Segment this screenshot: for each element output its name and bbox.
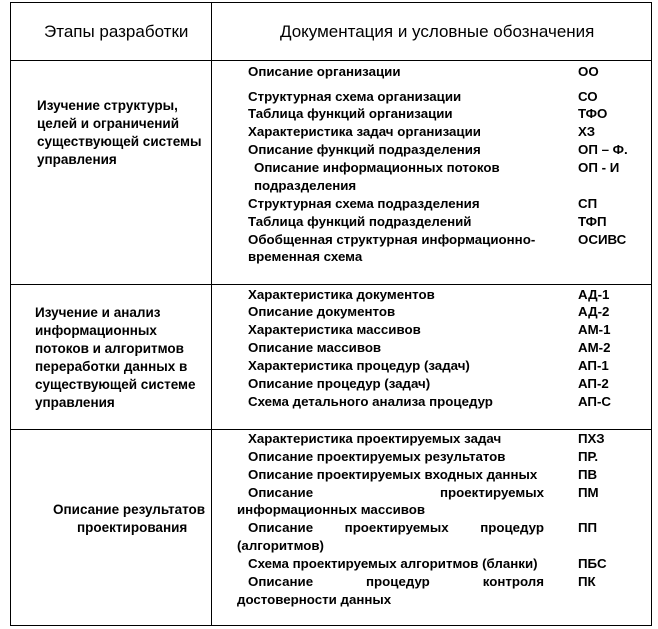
- doc-word: проектируемых: [344, 520, 449, 535]
- doc-name: Описание проектируемых входных данных: [248, 467, 538, 482]
- stage-cell-2: [35, 304, 196, 412]
- doc-code: АД-2: [578, 304, 610, 319]
- doc-code: ПВ: [578, 467, 598, 482]
- doc-name-cont: подразделения: [254, 178, 357, 193]
- table-border-bottom: [10, 625, 652, 626]
- doc-name-cont: временная схема: [248, 249, 363, 264]
- doc-code: ТФО: [578, 106, 608, 121]
- doc-name: Характеристика процедур (задач): [248, 358, 470, 373]
- column-divider: [211, 2, 212, 626]
- section-divider-1: [10, 284, 652, 285]
- stage-line: Изучение и анализ: [35, 305, 161, 320]
- doc-word: Описание: [248, 485, 314, 500]
- doc-word: Описание: [248, 520, 314, 535]
- doc-name-cont: достоверности данных: [237, 592, 392, 607]
- doc-name: Описание функций подразделения: [248, 142, 481, 157]
- header-documentation: Документация и условные обозначения: [280, 22, 595, 41]
- doc-name: Характеристика массивов: [248, 322, 421, 337]
- doc-name-cont: информационных массивов: [237, 502, 426, 517]
- doc-code: АМ-1: [578, 322, 611, 337]
- doc-code: АП-1: [578, 358, 609, 373]
- doc-code: ХЗ: [578, 124, 596, 139]
- doc-word: процедур: [480, 520, 544, 535]
- doc-code: ПБС: [578, 556, 607, 571]
- doc-code: АП-С: [578, 394, 612, 409]
- doc-name-cont: (алгоритмов): [237, 538, 324, 553]
- doc-code: ОО: [578, 64, 599, 79]
- stage-cell-3: [53, 501, 205, 537]
- doc-word: проектируемых: [440, 485, 544, 500]
- stage-line: информационных: [35, 323, 157, 338]
- stage-line: существующей системе: [35, 377, 196, 392]
- doc-code: ОП – Ф.: [578, 142, 628, 157]
- stage-line: существующей системы: [37, 134, 202, 149]
- stage-cell-1: [37, 97, 202, 169]
- doc-name-justified: [248, 484, 544, 502]
- doc-name: Характеристика проектируемых задач: [248, 431, 502, 446]
- table-border-top: [10, 2, 652, 3]
- doc-word: процедур: [366, 574, 430, 589]
- stage-line: управления: [35, 395, 115, 410]
- doc-word: контроля: [482, 574, 544, 589]
- doc-name: Описание документов: [248, 304, 396, 319]
- header-stages: Этапы разработки: [44, 22, 189, 41]
- doc-name: Схема проектируемых алгоритмов (бланки): [248, 556, 538, 571]
- doc-code: ПК: [578, 574, 596, 589]
- doc-name: Описание информационных потоков: [254, 160, 500, 175]
- doc-name: Описание массивов: [248, 340, 382, 355]
- doc-code: ПМ: [578, 485, 599, 500]
- doc-code: АД-1: [578, 287, 610, 302]
- doc-name: Описание проектируемых результатов: [248, 449, 506, 464]
- doc-code: ПХЗ: [578, 431, 605, 446]
- doc-name: Структурная схема организации: [248, 89, 462, 104]
- doc-code: АМ-2: [578, 340, 611, 355]
- doc-code: ОСИВС: [578, 232, 627, 247]
- doc-name: Обобщенная структурная информационно-: [248, 232, 536, 247]
- stage-line: управления: [37, 152, 117, 167]
- doc-name: Описание организации: [248, 64, 401, 79]
- doc-name: Схема детального анализа процедур: [248, 394, 493, 409]
- doc-code: ТФП: [578, 214, 607, 229]
- doc-name-justified: [248, 573, 544, 591]
- doc-code: АП-2: [578, 376, 609, 391]
- doc-code: ПП: [578, 520, 598, 535]
- doc-name: Характеристика задач организации: [248, 124, 481, 139]
- table-border-right: [651, 2, 652, 626]
- doc-name: Структурная схема подразделения: [248, 196, 480, 211]
- doc-code: СП: [578, 196, 598, 211]
- stage-line: Изучение структуры,: [37, 98, 178, 113]
- doc-name: Таблица функций организации: [248, 106, 453, 121]
- doc-code: ПР.: [578, 449, 599, 464]
- stage-line: проектирования: [77, 520, 188, 535]
- stage-line: потоков и алгоритмов: [35, 341, 184, 356]
- doc-name: Таблица функций подразделений: [248, 214, 472, 229]
- development-stages-table: [10, 2, 652, 626]
- table-border-left: [10, 2, 11, 626]
- doc-code: ОП - И: [578, 160, 620, 175]
- header-divider: [10, 60, 652, 61]
- doc-word: Описание: [248, 574, 314, 589]
- doc-name-justified: [248, 519, 544, 537]
- stage-line: Описание результатов: [53, 502, 206, 517]
- stage-line: переработки данных в: [35, 359, 188, 374]
- doc-code: СО: [578, 89, 598, 104]
- doc-name: Описание процедур (задач): [248, 376, 431, 391]
- stage-line: целей и ограничений: [37, 116, 179, 131]
- doc-name: Характеристика документов: [248, 287, 435, 302]
